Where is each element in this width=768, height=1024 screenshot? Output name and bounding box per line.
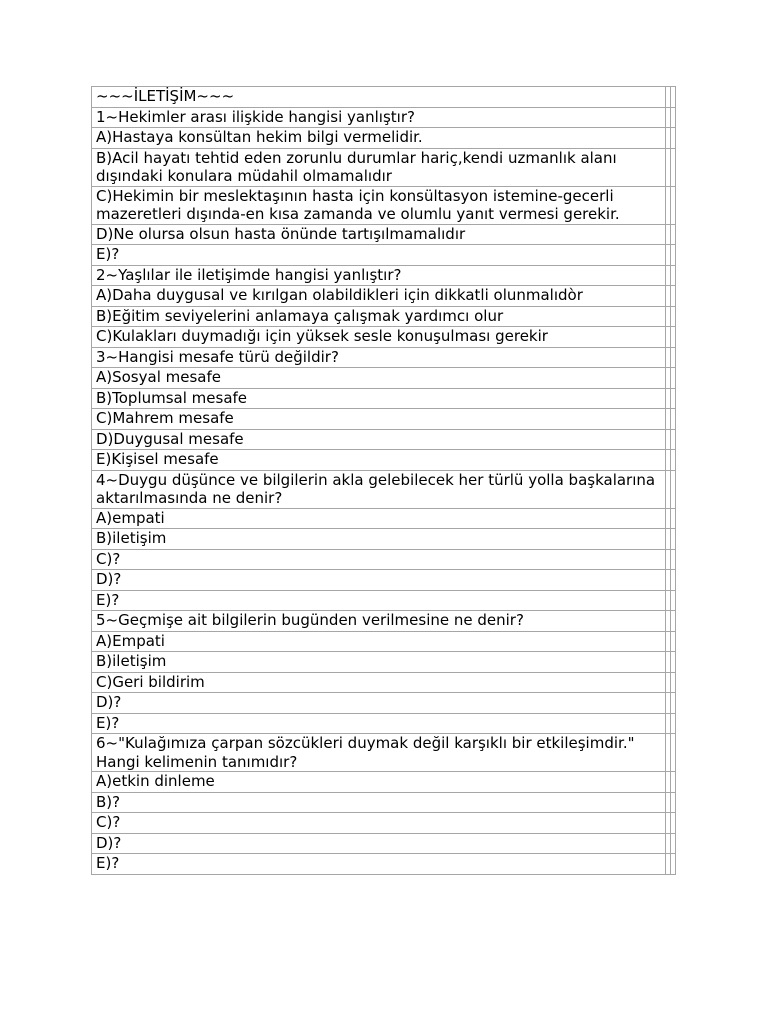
table-row bbox=[92, 429, 676, 450]
empty-cell bbox=[670, 529, 675, 550]
table-cell: 2~Yaşlılar ile iletişimde hangisi yanlıştır? bbox=[92, 265, 666, 286]
table-row bbox=[92, 128, 676, 149]
empty-cell bbox=[670, 590, 675, 611]
table-cell: D)? bbox=[92, 570, 666, 591]
table-row bbox=[92, 833, 676, 854]
table-cell: D)? bbox=[92, 693, 666, 714]
table-cell: E)? bbox=[92, 854, 666, 875]
table-cell: A)Hastaya konsültan hekim bilgi vermelidir. bbox=[92, 128, 666, 149]
table-row bbox=[92, 549, 676, 570]
table-cell: B)iletişim bbox=[92, 529, 666, 550]
empty-cell bbox=[670, 224, 675, 245]
empty-cell bbox=[670, 368, 675, 389]
table-row bbox=[92, 409, 676, 430]
table-row bbox=[92, 713, 676, 734]
empty-cell bbox=[670, 245, 675, 266]
empty-cell bbox=[670, 734, 675, 772]
empty-cell bbox=[670, 854, 675, 875]
table-row bbox=[92, 87, 676, 108]
table-row bbox=[92, 772, 676, 793]
table-cell: D)? bbox=[92, 833, 666, 854]
empty-cell bbox=[670, 107, 675, 128]
table-cell: C)Kulakları duymadığı için yüksek sesle konuşulması gerekir bbox=[92, 327, 666, 348]
empty-cell bbox=[670, 631, 675, 652]
table-cell: B)Eğitim seviyelerini anlamaya çalışmak yardımcı olur bbox=[92, 306, 666, 327]
empty-cell bbox=[670, 409, 675, 430]
table-row bbox=[92, 854, 676, 875]
table-cell: E)? bbox=[92, 713, 666, 734]
empty-cell bbox=[670, 429, 675, 450]
empty-cell bbox=[670, 286, 675, 307]
table-cell: D)Ne olursa olsun hasta önünde tartışılmamalıdır bbox=[92, 224, 666, 245]
empty-cell bbox=[670, 792, 675, 813]
quiz-table-body bbox=[92, 87, 676, 875]
table-row bbox=[92, 107, 676, 128]
table-row bbox=[92, 631, 676, 652]
table-cell: B)Toplumsal mesafe bbox=[92, 388, 666, 409]
empty-cell bbox=[670, 306, 675, 327]
table-row bbox=[92, 508, 676, 529]
table-cell: D)Duygusal mesafe bbox=[92, 429, 666, 450]
table-row bbox=[92, 693, 676, 714]
document-title-cell: ~~~İLETİŞİM~~~ bbox=[92, 87, 666, 108]
table-cell: B)Acil hayatı tehtid eden zorunlu durumlar hariç,kendi uzmanlık alanı dışındaki konulara müdahil olmamalıdır bbox=[92, 148, 666, 186]
table-row bbox=[92, 327, 676, 348]
empty-cell bbox=[670, 693, 675, 714]
table-cell: 5~Geçmişe ait bilgilerin bugünden verilmesine ne denir? bbox=[92, 611, 666, 632]
table-row bbox=[92, 388, 676, 409]
table-row bbox=[92, 611, 676, 632]
empty-cell bbox=[670, 148, 675, 186]
table-row bbox=[92, 450, 676, 471]
table-cell: A)Daha duygusal ve kırılgan olabildikleri için dikkatli olunmalıdòr bbox=[92, 286, 666, 307]
table-cell: E)? bbox=[92, 590, 666, 611]
empty-cell bbox=[670, 87, 675, 108]
table-cell: A)Sosyal mesafe bbox=[92, 368, 666, 389]
table-cell: 4~Duygu düşünce ve bilgilerin akla gelebilecek her türlü yolla başkalarına aktarılmasında ne denir? bbox=[92, 470, 666, 508]
table-cell: A)etkin dinleme bbox=[92, 772, 666, 793]
empty-cell bbox=[670, 813, 675, 834]
table-row bbox=[92, 368, 676, 389]
empty-cell bbox=[670, 508, 675, 529]
empty-cell bbox=[670, 672, 675, 693]
table-cell: B)iletişim bbox=[92, 652, 666, 673]
table-row bbox=[92, 529, 676, 550]
table-cell: 1~Hekimler arası ilişkide hangisi yanlıştır? bbox=[92, 107, 666, 128]
table-row bbox=[92, 148, 676, 186]
table-row bbox=[92, 652, 676, 673]
table-cell: 6~"Kulağımıza çarpan sözcükleri duymak değil karşıklı bir etkileşimdir." Hangi kelimenin tanımıdır? bbox=[92, 734, 666, 772]
empty-cell bbox=[670, 347, 675, 368]
table-cell: C)Hekimin bir meslektaşının hasta için konsültasyon istemine-gecerli mazeretleri dışında-en kısa zamanda ve olumlu yanıt vermesi gerekir. bbox=[92, 186, 666, 224]
empty-cell bbox=[670, 327, 675, 348]
empty-cell bbox=[670, 570, 675, 591]
empty-cell bbox=[670, 652, 675, 673]
quiz-table bbox=[91, 86, 676, 875]
table-row bbox=[92, 672, 676, 693]
empty-cell bbox=[670, 611, 675, 632]
table-cell: C)Geri bildirim bbox=[92, 672, 666, 693]
table-row bbox=[92, 306, 676, 327]
table-row bbox=[92, 265, 676, 286]
table-cell: A)empati bbox=[92, 508, 666, 529]
empty-cell bbox=[670, 772, 675, 793]
table-cell: 3~Hangisi mesafe türü değildir? bbox=[92, 347, 666, 368]
table-cell: E)Kişisel mesafe bbox=[92, 450, 666, 471]
table-cell: B)? bbox=[92, 792, 666, 813]
empty-cell bbox=[670, 388, 675, 409]
table-row bbox=[92, 813, 676, 834]
empty-cell bbox=[670, 713, 675, 734]
table-row bbox=[92, 224, 676, 245]
table-row bbox=[92, 590, 676, 611]
table-cell: C)? bbox=[92, 549, 666, 570]
empty-cell bbox=[670, 549, 675, 570]
table-row bbox=[92, 245, 676, 266]
table-cell: E)? bbox=[92, 245, 666, 266]
table-row bbox=[92, 734, 676, 772]
table-cell: C)? bbox=[92, 813, 666, 834]
table-row bbox=[92, 470, 676, 508]
table-row bbox=[92, 570, 676, 591]
table-row bbox=[92, 347, 676, 368]
empty-cell bbox=[670, 265, 675, 286]
table-row bbox=[92, 186, 676, 224]
empty-cell bbox=[670, 470, 675, 508]
empty-cell bbox=[670, 128, 675, 149]
empty-cell bbox=[670, 833, 675, 854]
table-cell: C)Mahrem mesafe bbox=[92, 409, 666, 430]
table-row bbox=[92, 792, 676, 813]
empty-cell bbox=[670, 186, 675, 224]
table-cell: A)Empati bbox=[92, 631, 666, 652]
table-row bbox=[92, 286, 676, 307]
empty-cell bbox=[670, 450, 675, 471]
